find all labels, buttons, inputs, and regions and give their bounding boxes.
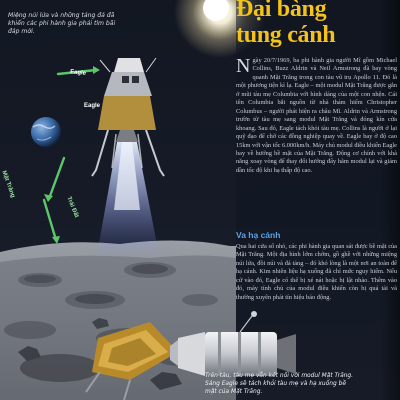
title-line-2: tung cánh bbox=[236, 22, 336, 48]
caption-modules: Trên tàu, tàu mẹ vẫn kết nối với modul Mặt Trăng. Sáng Eagle sẽ tách khỏi tàu mẹ và hạ xuống bề mặt của Mặt Trăng. bbox=[205, 373, 354, 395]
label-moon-vertical: Mặt Trăng bbox=[0, 170, 16, 199]
article-column bbox=[236, 0, 400, 340]
label-eagle-middle: Eagle bbox=[84, 103, 101, 109]
label-earth-vertical: Trái Đất bbox=[65, 196, 80, 219]
intro-text: gày 20/7/1969, ba phi hành gia người Mĩ gồm Michael Collins, Buzz Aldrin và Neil Armstrong đã bay vòng quanh Mặt Trăng trong con tàu vũ trụ Apollo 11. Đó là một phương tiện kì lạ. Eagle – một modul Mặt Trăng được gắn ở mũi tàu mẹ Columbia với hình dáng của một con nhện. Cái tên Columbia bắt nguồn từ nhà thám hiểm Christopher Columbus – người phát hiện ra châu Mĩ. Aldrin và Armstrong trườn từ tàu mẹ sang modul Mặt Trăng và đóng kín cửa khoang. Sau đó, Eagle tách khỏi tàu mẹ. Collins là người ở lại quỹ đạo để chờ các đồng nghiệp quay về. Eagle bay ở độ cao 15km với vận tốc 6.000km/h. Máy chủ modul điều khiển Eagle bay về hướng bề mặt của Mặt Trăng. Động cơ chính với khả năng xoay vòng để thay đổi hướng đẩy hãm modul lại và giảm dần tốc độ khi hạ thấp độ cao. bbox=[236, 57, 397, 174]
section-body: Qua hai cửa sổ nhỏ, các phi hành gia quan sát được bề mặt của Mặt Trăng. Một địa hình lởm chởm, gồ ghề với những miệng núi lửa, đồi núi và đá tảng – đó khó lòng là một nơi an toàn để hạ cánh. Kim nhiên liệu hạ xuống đã chỉ mức nguy hiểm. Nếu cứ vào đó, Eagle có thể bị xé nát hoặc bị lật nhào. Thêm vào đó, máy tính chủ của modul điều khiển còn bị quá tải và thường xuyên phát tín hiệu báo động. bbox=[236, 243, 397, 301]
title-line-1: Đại bàng bbox=[236, 0, 327, 22]
section-subheading: Va hạ cánh bbox=[236, 230, 281, 240]
article-title bbox=[236, 0, 400, 48]
article-intro bbox=[236, 57, 397, 175]
label-eagle-upper: Eagle bbox=[69, 69, 87, 77]
caption-craters: Miệng núi lửa và những tảng đá đã khiến các phi hành gia phải tìm bãi đáp mới. bbox=[8, 12, 116, 35]
dropcap-letter: N bbox=[236, 55, 251, 77]
